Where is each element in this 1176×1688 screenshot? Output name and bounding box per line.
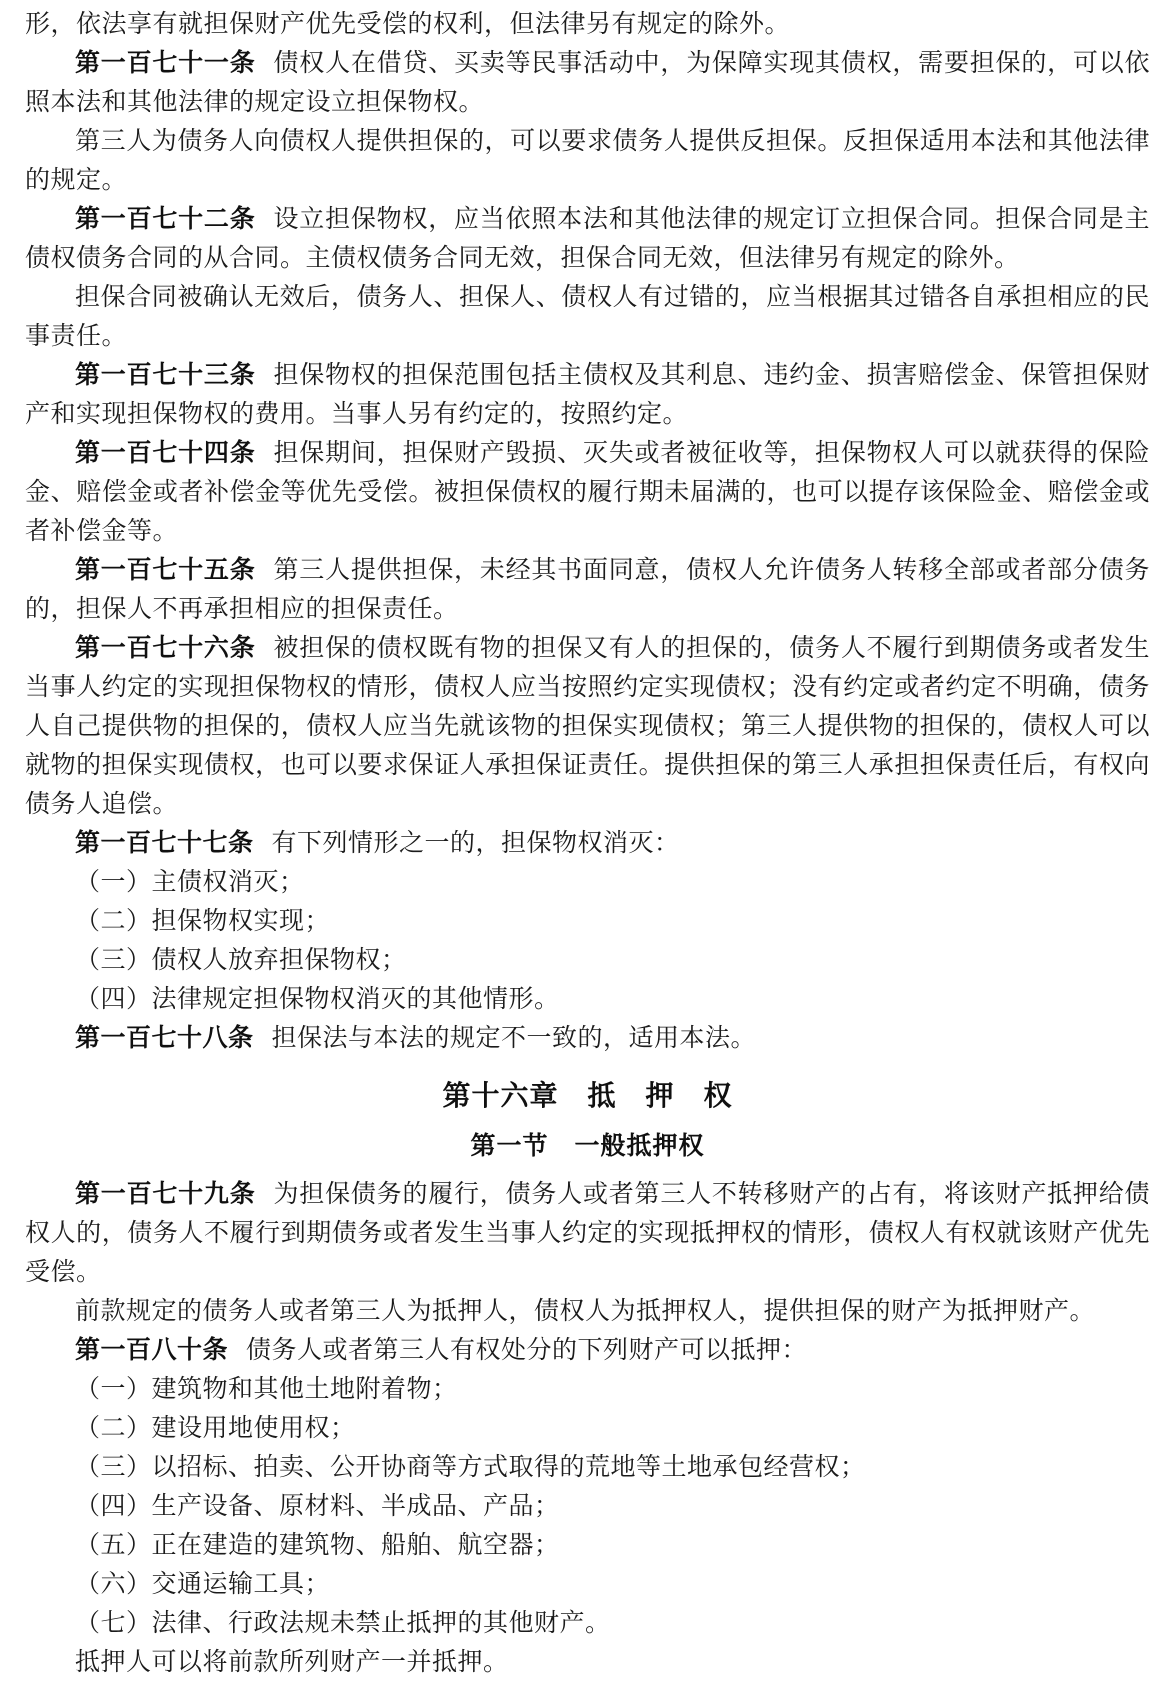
chapter-heading: 第十六章 抵 押 权: [442, 1080, 733, 1111]
article-number: 第一百七十一条: [75, 49, 256, 77]
article-paragraph: [25, 356, 1150, 434]
paragraph-text: 第三人为债务人向债权人提供担保的，可以要求债务人提供反担保。反担保适用本法和其他法律的规定。: [25, 128, 1150, 194]
article-paragraph: [25, 44, 1150, 122]
article-number: 第一百七十九条: [75, 1180, 256, 1208]
paragraph-text: 担保物权的担保范围包括主债权及其利息、违约金、损害赔偿金、保管担保财产和实现担保物权的费用。当事人另有约定的，按照约定。: [25, 362, 1150, 428]
article-number: 第一百七十三条: [75, 361, 256, 389]
continuation-paragraph: [25, 5, 1150, 44]
paragraph-text: 被担保的债权既有物的担保又有人的担保的，债务人不履行到期债务或者发生当事人约定的实现担保物权的情形，债权人应当按照约定实现债权；没有约定或者约定不明确，债务人自己提供物的担保的，债权人应当先就该物的担保实现债权；第三人提供物的担保的，债权人可以就物的担保实现债权，也可以要求保证人承担保证责任。提供担保的第三人承担担保责任后，有权向债务人追偿。: [25, 635, 1150, 818]
list-item-text: （一）主债权消灭；: [75, 869, 305, 896]
paragraph-text: 为担保债务的履行，债务人或者第三人不转移财产的占有，将该财产抵押给债权人的，债务人不履行到期债务或者发生当事人约定的实现抵押权的情形，债权人有权就该财产优先受偿。: [25, 1181, 1150, 1286]
paragraph-text: 形，依法享有就担保财产优先受偿的权利，但法律另有规定的除外。: [25, 11, 791, 38]
list-item: [25, 1370, 1150, 1409]
article-number: 第一百七十四条: [75, 439, 256, 467]
article-paragraph: [25, 629, 1150, 824]
article-number: 第一百七十五条: [75, 556, 256, 584]
article-number: 第一百七十七条: [75, 829, 254, 857]
list-item-text: （六）交通运输工具；: [75, 1571, 331, 1598]
paragraph-text: 抵押人可以将前款所列财产一并抵押。: [75, 1649, 509, 1676]
list-item-text: （三）以招标、拍卖、公开协商等方式取得的荒地等土地承包经营权；: [75, 1454, 866, 1481]
list-item-text: （二）担保物权实现；: [75, 908, 331, 935]
list-item: [25, 1409, 1150, 1448]
body-paragraph: [25, 1643, 1150, 1682]
section-heading: 第一节 一般抵押权: [470, 1132, 705, 1160]
list-item-text: （三）债权人放弃担保物权；: [75, 947, 407, 974]
list-item: [25, 941, 1150, 980]
article-number: 第一百八十条: [75, 1336, 229, 1364]
article-number: 第一百七十六条: [75, 634, 256, 662]
list-item-text: （七）法律、行政法规未禁止抵押的其他财产。: [75, 1610, 611, 1637]
article-paragraph: [25, 434, 1150, 551]
body-paragraph: [25, 122, 1150, 200]
list-item: [25, 1487, 1150, 1526]
paragraph-text: 担保期间，担保财产毁损、灭失或者被征收等，担保物权人可以就获得的保险金、赔偿金或者补偿金等优先受偿。被担保债权的履行期未届满的，也可以提存该保险金、赔偿金或者补偿金等。: [25, 440, 1150, 545]
list-item: [25, 1448, 1150, 1487]
body-paragraph: [25, 278, 1150, 356]
article-number: 第一百七十二条: [75, 205, 256, 233]
list-item-text: （二）建设用地使用权；: [75, 1415, 356, 1442]
paragraph-text: 设立担保物权，应当依照本法和其他法律的规定订立担保合同。担保合同是主债权债务合同的从合同。主债权债务合同无效，担保合同无效，但法律另有规定的除外。: [25, 206, 1150, 272]
article-paragraph: [25, 551, 1150, 629]
article-paragraph: [25, 1331, 1150, 1370]
list-item-text: （四）生产设备、原材料、半成品、产品；: [75, 1493, 560, 1520]
paragraph-text: 担保合同被确认无效后，债务人、担保人、债权人有过错的，应当根据其过错各自承担相应的民事责任。: [25, 284, 1150, 350]
list-item: [25, 1565, 1150, 1604]
article-paragraph: [25, 824, 1150, 863]
article-number: 第一百七十八条: [75, 1024, 254, 1052]
list-item-text: （一）建筑物和其他土地附着物；: [75, 1376, 458, 1403]
list-item: [25, 902, 1150, 941]
body-paragraph: [25, 1292, 1150, 1331]
paragraph-text: 有下列情形之一的，担保物权消灭：: [271, 830, 680, 857]
paragraph-text: 债务人或者第三人有权处分的下列财产可以抵押：: [246, 1337, 808, 1364]
list-item-text: （四）法律规定担保物权消灭的其他情形。: [75, 986, 560, 1013]
article-paragraph: [25, 200, 1150, 278]
article-paragraph: [25, 1175, 1150, 1292]
paragraph-text: 第三人提供担保，未经其书面同意，债权人允许债务人转移全部或者部分债务的，担保人不再承担相应的担保责任。: [25, 557, 1150, 623]
list-item-text: （五）正在建造的建筑物、船舶、航空器；: [75, 1532, 560, 1559]
list-item: [25, 980, 1150, 1019]
paragraph-text: 担保法与本法的规定不一致的，适用本法。: [271, 1025, 757, 1052]
paragraph-text: 债权人在借贷、买卖等民事活动中，为保障实现其债权，需要担保的，可以依照本法和其他法律的规定设立担保物权。: [25, 50, 1150, 116]
paragraph-text: 前款规定的债务人或者第三人为抵押人，债权人为抵押权人，提供担保的财产为抵押财产。: [75, 1298, 1096, 1325]
list-item: [25, 1526, 1150, 1565]
article-paragraph: [25, 1019, 1150, 1058]
list-item: [25, 1604, 1150, 1643]
list-item: [25, 863, 1150, 902]
